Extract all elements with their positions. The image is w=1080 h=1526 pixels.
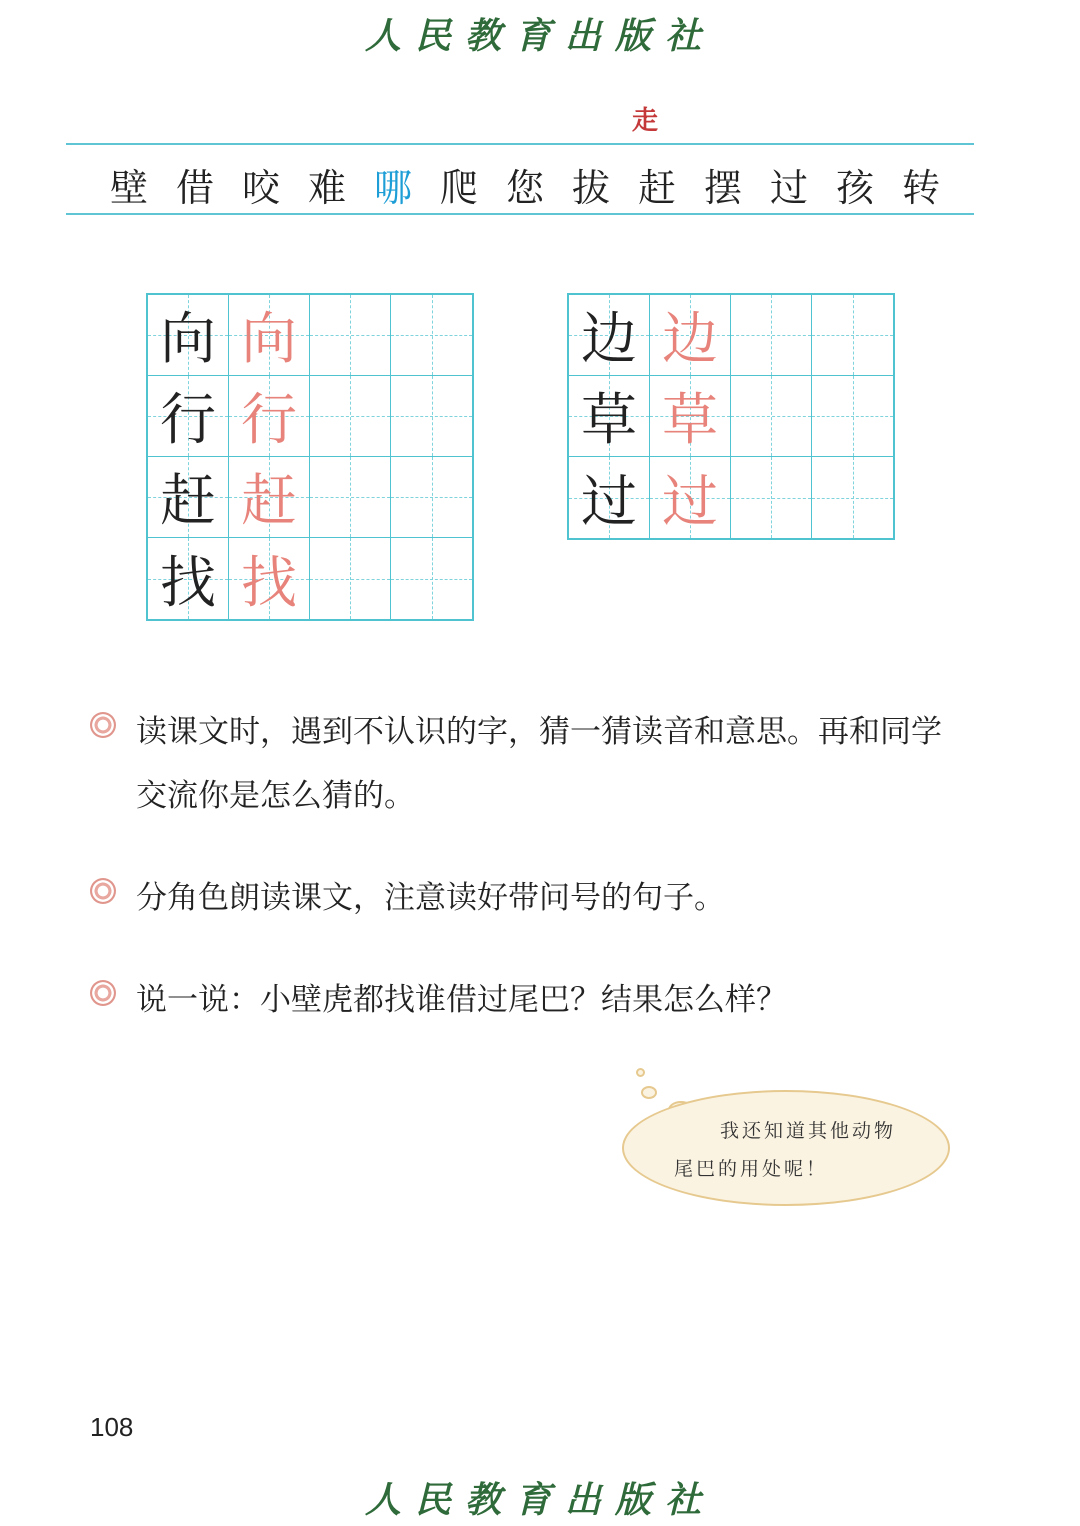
practice-cell[interactable]	[391, 295, 472, 376]
grid-cell	[569, 376, 650, 457]
recognize-char: 借	[176, 166, 215, 210]
grid-row	[148, 538, 472, 619]
grid-cell	[229, 457, 310, 538]
recognize-char: 摆	[704, 166, 743, 210]
recognize-char: 您	[506, 166, 545, 210]
practice-cell[interactable]	[812, 376, 893, 457]
grid-cell	[229, 295, 310, 376]
recognize-char: 过	[770, 166, 809, 210]
radical-hint: 走	[632, 106, 659, 136]
question-1	[90, 700, 966, 828]
thought-bubble	[622, 1090, 950, 1206]
grid-cell	[229, 376, 310, 457]
question-text: 说一说：小壁虎都找谁借过尾巴？结果怎么样？	[136, 982, 787, 1018]
recognize-char: 转	[902, 166, 941, 210]
question-2	[90, 866, 966, 930]
publisher-logo-bottom: 人民教育出版社	[364, 1479, 715, 1521]
grid-cell	[148, 376, 229, 457]
model-char: 边	[581, 307, 637, 372]
model-char: 草	[581, 388, 637, 453]
practice-cell[interactable]	[391, 538, 472, 619]
bubble-line-1: 我还知道其他动物	[720, 1120, 897, 1142]
practice-cell[interactable]	[812, 295, 893, 376]
bubble-line-2: 尾巴的用处呢！	[674, 1158, 829, 1180]
practice-cell[interactable]	[310, 295, 391, 376]
recognize-char: 孩	[836, 166, 875, 210]
grid-cell	[569, 295, 650, 376]
trace-char: 赶	[241, 469, 297, 534]
grid-cell	[148, 295, 229, 376]
thought-dot	[636, 1068, 645, 1077]
publisher-logo-top: 人民教育出版社	[364, 15, 715, 57]
grid-cell	[148, 538, 229, 619]
practice-cell[interactable]	[731, 295, 812, 376]
recognize-char: 爬	[440, 166, 479, 210]
practice-cell[interactable]	[731, 376, 812, 457]
trace-char: 找	[241, 550, 297, 616]
grid-cell	[569, 457, 650, 538]
trace-char: 向	[241, 307, 297, 372]
writing-grid-right	[567, 293, 895, 540]
recognize-char: 壁	[110, 166, 149, 210]
grid-cell	[650, 295, 731, 376]
grid-row	[148, 295, 472, 376]
practice-cell[interactable]	[310, 376, 391, 457]
practice-cell[interactable]	[310, 538, 391, 619]
model-char: 向	[160, 307, 216, 372]
model-char: 找	[160, 550, 216, 616]
grid-row	[569, 295, 893, 376]
recognize-char-highlighted: 哪	[374, 166, 413, 210]
page-number: 108	[90, 1412, 134, 1442]
grid-row	[148, 376, 472, 457]
model-char: 行	[160, 388, 216, 453]
recognize-char: 赶	[638, 166, 677, 210]
grid-row	[569, 457, 893, 538]
practice-cell[interactable]	[731, 457, 812, 538]
trace-char: 边	[662, 307, 718, 372]
practice-cell[interactable]	[812, 457, 893, 538]
question-text: 读课文时，遇到不认识的字，猜一猜读音和意思。再和同学交流你是怎么猜的。	[136, 714, 942, 814]
grid-cell	[650, 376, 731, 457]
model-char: 赶	[160, 469, 216, 534]
grid-cell	[148, 457, 229, 538]
bullet-seal-icon	[90, 878, 116, 904]
grid-row	[569, 376, 893, 457]
bullet-seal-icon	[90, 980, 116, 1006]
grid-cell	[229, 538, 310, 619]
recognize-words-row	[110, 157, 968, 212]
practice-cell[interactable]	[391, 376, 472, 457]
recognize-char: 咬	[242, 166, 281, 210]
question-3	[90, 968, 966, 1032]
practice-cell[interactable]	[310, 457, 391, 538]
recognize-char: 拔	[572, 166, 611, 210]
trace-char: 行	[241, 388, 297, 453]
grid-cell	[650, 457, 731, 538]
bullet-seal-icon	[90, 712, 116, 738]
trace-char: 过	[662, 469, 718, 535]
recognize-char: 难	[308, 166, 347, 210]
practice-cell[interactable]	[391, 457, 472, 538]
writing-grid-left	[146, 293, 474, 621]
trace-char: 草	[662, 388, 718, 453]
model-char: 过	[581, 469, 637, 535]
question-text: 分角色朗读课文，注意读好带问号的句子。	[136, 880, 725, 916]
grid-row	[148, 457, 472, 538]
